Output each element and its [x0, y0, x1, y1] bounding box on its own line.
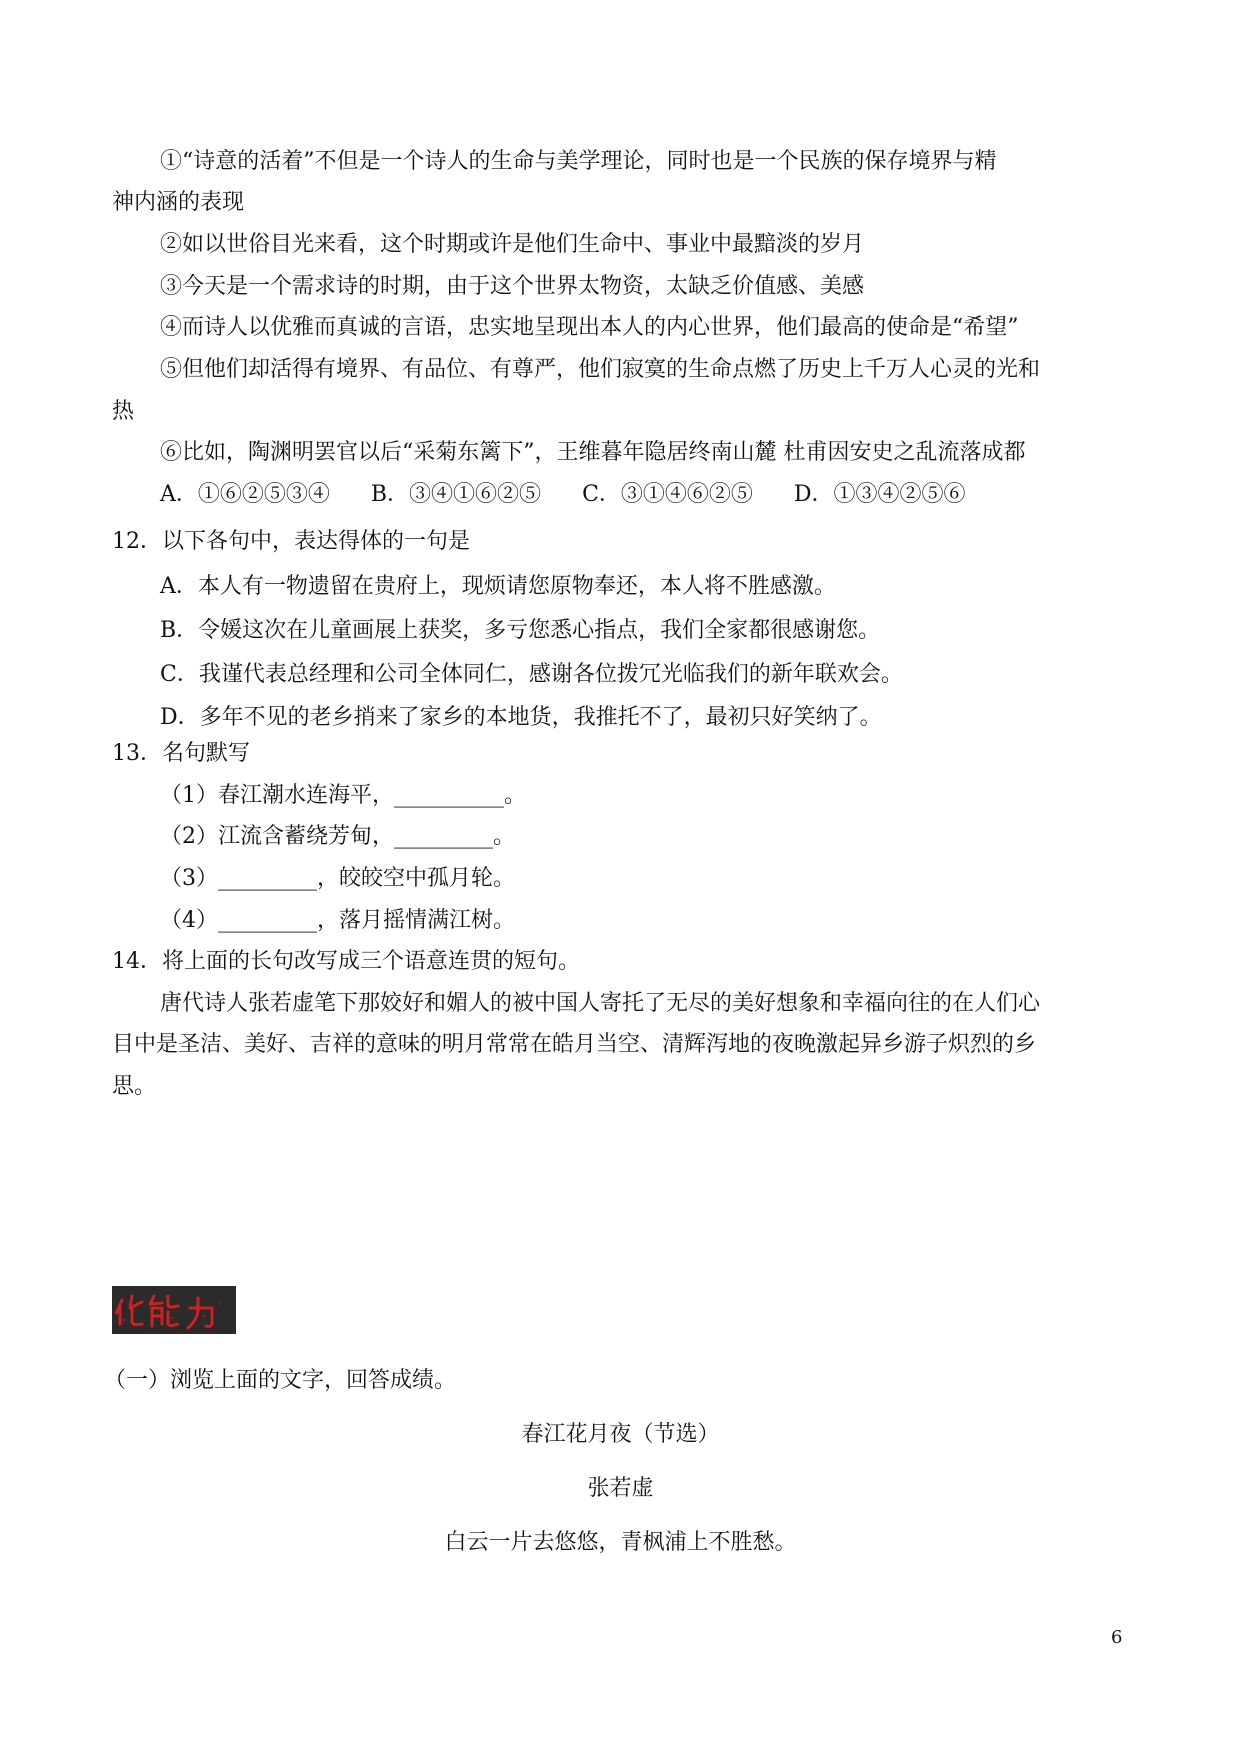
poem-author: 张若虚 [587, 1476, 654, 1501]
q11-option-c: C．③①④⑥②⑤ [582, 482, 753, 507]
section-logo [112, 1286, 236, 1334]
section-logo-graphic [112, 1286, 236, 1334]
q13-item-1: （1）春江潮水连海平，__________。 [160, 783, 526, 808]
q11-item-1: ①“诗意的活着”不但是一个诗人的生命与美学理论，同时也是一个民族的保存境界与精 [160, 149, 997, 174]
q11-item-5: ⑤但他们却活得有境界、有品位、有尊严，他们寂寞的生命点燃了历史上千万人心灵的光和 [160, 357, 1041, 382]
q11-item-5-cont: 热 [112, 399, 135, 424]
q14-stem: 14．将上面的长句改写成三个语意连贯的短句。 [112, 949, 580, 974]
q11-option-b: B．③④①⑥②⑤ [370, 482, 542, 507]
q12-option-c: C．我谨代表总经理和公司全体同仁，感谢各位拨冗光临我们的新年联欢会。 [160, 662, 903, 687]
q13-stem: 13．名句默写 [112, 741, 250, 766]
q14-text-line-2: 目中是圣洁、美好、吉祥的意味的明月常常在皓月当空、清辉泻地的夜晚激起异乡游子炽烈的乡 [112, 1032, 1037, 1057]
q11-item-4: ④而诗人以优雅而真诚的言语，忠实地呈现出本人的内心世界，他们最高的使命是“希望” [160, 315, 1019, 340]
q11-options [160, 480, 966, 510]
q13-item-2: （2）江流含蓄绕芳甸，_________。 [160, 824, 515, 849]
poem-line: 白云一片去悠悠，青枫浦上不胜愁。 [444, 1530, 797, 1555]
q11-option-a: A．①⑥②⑤③④ [160, 482, 330, 507]
q14-text-line-3: 思。 [112, 1074, 157, 1099]
poem-title: 春江花月夜（节选） [521, 1422, 720, 1447]
q11-option-d: D．①③④②⑤⑥ [793, 482, 966, 507]
page-number: 6 [1111, 1627, 1123, 1648]
q12-option-b: B．令媛这次在儿童画展上获奖，多亏您悉心指点，我们全家都很感谢您。 [160, 618, 881, 643]
q13-item-4: （4）_________，落月摇情满江树。 [160, 908, 515, 933]
q14-text-line-1: 唐代诗人张若虚笔下那姣好和媚人的被中国人寄托了无尽的美好想象和幸福向往的在人们心 [160, 991, 1041, 1016]
q11-item-2: ②如以世俗目光来看，这个时期或许是他们生命中、事业中最黯淡的岁月 [160, 232, 865, 257]
q12-option-a: A．本人有一物遗留在贵府上，现烦请您原物奉还，本人将不胜感激。 [160, 574, 836, 599]
reading-instruction: （一）浏览上面的文字，回答成绩。 [104, 1368, 457, 1393]
q12-option-d: D．多年不见的老乡捎来了家乡的本地货，我推托不了，最初只好笑纳了。 [160, 705, 882, 730]
q11-item-3: ③今天是一个需求诗的时期，由于这个世界太物资，太缺乏价值感、美感 [160, 274, 865, 299]
q11-item-6: ⑥比如，陶渊明罢官以后“采菊东篱下”，王维暮年隐居终南山麓 杜甫因安史之乱流落成都 [160, 440, 1026, 465]
q11-item-1-cont: 神内涵的表现 [112, 190, 245, 215]
q13-item-3: （3）_________，皎皎空中孤月轮。 [160, 866, 515, 891]
q12-stem: 12．以下各句中，表达得体的一句是 [112, 529, 470, 554]
